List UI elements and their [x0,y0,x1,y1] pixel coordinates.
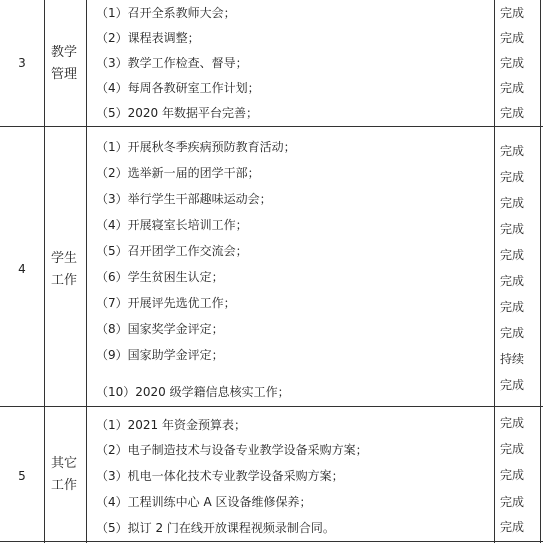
task-item: （1）开展秋冬季疾病预防教育活动； [96,140,296,154]
task-status: 完成 [500,196,525,210]
task-item: （4）工程训练中心 A 区设备维修保养； [96,495,312,509]
task-item: （4）每周各教研室工作计划； [96,81,260,95]
section-number: 3 [18,56,26,70]
task-status: 完成 [500,416,525,430]
task-status: 完成 [500,6,525,20]
task-item: （3）机电一体化技术专业教学设备采购方案； [96,469,344,483]
section-category: 学生工作 [50,251,77,288]
task-status: 完成 [500,81,525,95]
task-status: 持续 [500,352,525,366]
section-number: 5 [18,469,26,483]
section-category: 教学管理 [50,45,77,82]
task-item: （1）2021 年资金预算表； [96,418,246,432]
task-item: （1）召开全系教师大会； [96,6,236,20]
task-status: 完成 [500,378,525,392]
task-item: （3）举行学生干部趣味运动会； [96,192,272,206]
col-divider [494,0,495,543]
section-number: 4 [18,262,26,276]
task-status: 完成 [500,56,525,70]
task-item: （5）召开团学工作交流会； [96,244,248,258]
task-status: 完成 [500,300,525,314]
task-status: 完成 [500,520,525,534]
task-status: 完成 [500,222,525,236]
col-divider [540,0,541,543]
col-divider [86,0,87,543]
row-divider [0,541,543,542]
task-status: 完成 [500,31,525,45]
task-status: 完成 [500,442,525,456]
task-status: 完成 [500,468,525,482]
task-item: （10）2020 级学籍信息核实工作； [96,385,290,399]
task-status: 完成 [500,170,525,184]
col-divider [44,0,45,543]
task-status: 完成 [500,274,525,288]
task-item: （5）2020 年数据平台完善； [96,106,258,120]
task-item: （4）开展寝室长培训工作； [96,218,248,232]
task-item: （7）开展评先选优工作； [96,296,236,310]
task-item: （6）学生贫困生认定； [96,270,224,284]
task-item: （8）国家奖学金评定； [96,322,224,336]
task-item: （3）教学工作检查、督导； [96,56,248,70]
task-item: （9）国家助学金评定； [96,348,224,362]
task-item: （2）电子制造技术与设备专业教学设备采购方案； [96,443,368,457]
task-item: （2）课程表调整； [96,31,200,45]
task-item: （2）选举新一届的团学干部； [96,166,260,180]
task-status: 完成 [500,248,525,262]
row-divider [0,126,543,127]
task-status: 完成 [500,144,525,158]
task-status: 完成 [500,495,525,509]
task-status: 完成 [500,326,525,340]
task-item: （5）拟订 2 门在线开放课程视频录制合同。 [96,521,335,535]
row-divider [0,406,543,407]
task-status: 完成 [500,106,525,120]
section-category: 其它工作 [50,456,77,493]
